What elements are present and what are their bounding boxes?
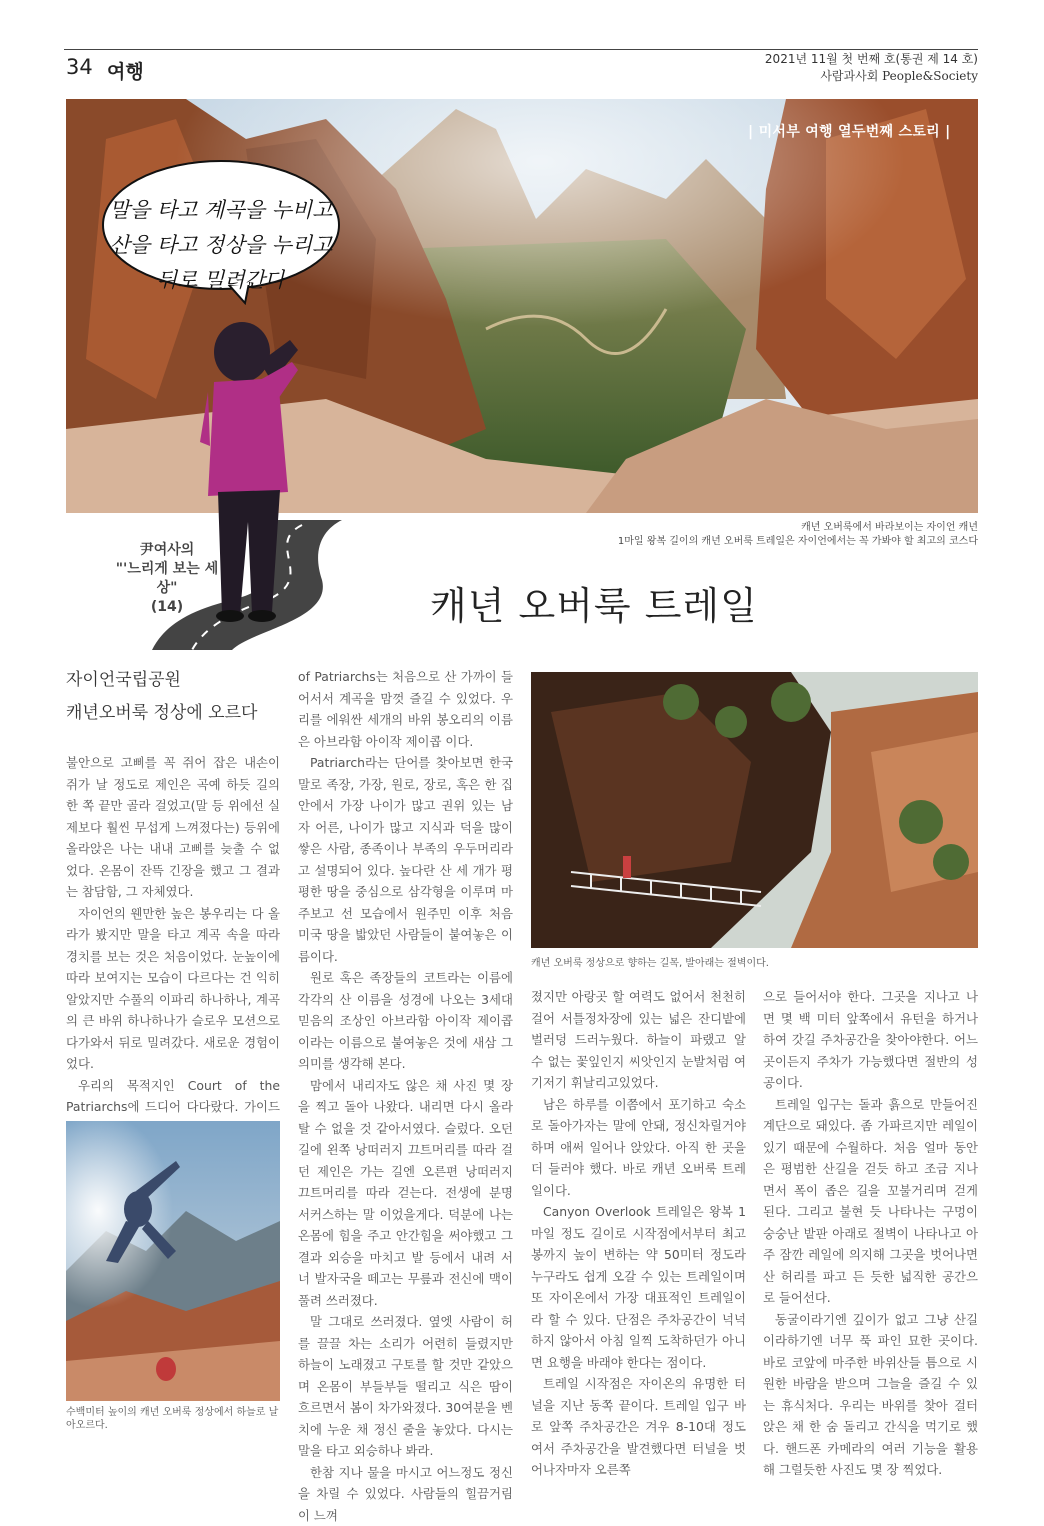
- article-subtitle: [66, 664, 257, 730]
- text-column-3: [531, 986, 746, 1481]
- text-column-1: [66, 752, 280, 1182]
- column-label-line-2: "'느리게 보는 세상": [112, 560, 222, 598]
- paragraph: 우리의 목적지인 Court of the Patriarchs에 드디어 다다랐다. 가이드: [66, 1075, 280, 1183]
- text-column-4: [763, 986, 978, 1481]
- paragraph: 원로 혹은 족장들의 코트라는 이름에 각각의 산 이름을 성경에 나오는 3세대 믿음의 조상인 아브라함 아이작 제이콥이라는 이름으로 붙여놓은 것에 새삼 그 의미를 생각해 본다.: [298, 967, 513, 1075]
- bubble-line-1: 말을 타고 계곡을 누비고: [108, 193, 334, 228]
- paragraph: Patriarch라는 단어를 찾아보면 한국말로 족장, 가장, 원로, 장로, 혹은 한 집안에서 가장 나이가 많고 권위 있는 남자 어른, 나이가 많고 지식과 덕을 많이 쌓은 사람, 종족이나 부족의 우두머리라고 설명되어 있다. 높다란 산 세 개가 평평한 땅을 중심으로 삼각형을 이루며 마주보고 선 모습에서 원주민 이후 처음 미국 땅을 밟았던 사람들이 붙여놓은 이름이다.: [298, 752, 513, 967]
- issue-info: 2021년 11월 첫 번째 호(통권 제 14 호): [765, 52, 978, 67]
- paragraph: 말 그대로 쓰러졌다. 옆엣 사람이 허를 끌끌 차는 소리가 어련히 들렸지만 하늘이 노래졌고 구토를 할 것만 같았으며 온몸이 부들부들 떨리고 식은 땀이 흐르면서 봄이 차가와졌다. 30여분을 벤치에 누운 채 정신 줄을 놓았다. 다시는 말을 타고 외승하나 봐라.: [298, 1311, 513, 1462]
- trail-caption: 캐년 오버룩 정상으로 향하는 길목, 발아래는 절벽이다.: [531, 954, 769, 969]
- subtitle-line-2: 캐년오버룩 정상에 오르다: [66, 697, 257, 730]
- paragraph: 트레일 시작점은 자이온의 유명한 터널을 지난 동쪽 끝이다. 트레일 입구 바로 앞쪽 주차공간은 겨우 8-10대 정도여서 주차공간을 발견했다면 터널을 벗어나자마자 오른쪽: [531, 1373, 746, 1481]
- publication-en: People&Society: [882, 69, 978, 83]
- text-column-2: [298, 666, 513, 1526]
- bubble-line-2: 산을 타고 정상을 누리고: [108, 228, 334, 263]
- trail-photo: [531, 672, 978, 948]
- bubble-line-3: 뒤로 밀려간다: [108, 263, 334, 298]
- jump-caption: 수백미터 높이의 캐년 오버룩 정상에서 하늘로 날아오르다.: [66, 1406, 280, 1432]
- jump-photo: [66, 1121, 280, 1401]
- paragraph: 으로 들어서야 한다. 그곳을 지나고 나면 몇 백 미터 앞쪽에서 유턴을 하거나 하여 갓길 주차공간을 찾아야한다. 어느 곳이든지 주차가 가능했다면 절반의 성공이다.: [763, 986, 978, 1094]
- speech-bubble-text: [108, 193, 334, 298]
- paragraph: Canyon Overlook 트레일은 왕복 1마일 정도 길이로 시작점에서부터 최고봉까지 높이 변하는 약 50미터 정도라 누구라도 쉽게 오갈 수 있는 트레일이며 또 자이온에서 가장 대표적인 트레일이라 할 수 있다. 단점은 주차공간이 넉넉하지 않아서 아침 일찍 도착하던가 아니면 요행을 바래야 한다는 점이다.: [531, 1201, 746, 1373]
- paragraph: 불안으로 고삐를 꼭 쥐어 잡은 내손이 쥐가 날 정도로 제인은 곡예 하듯 길의 한 쪽 끝만 골라 걸었고(말 등 위에선 실제보다 훨씬 무섭게 느껴졌다는) 등위에 올라앉은 나는 내내 고삐를 늦출 수 없었다. 온몸이 잔뜩 긴장을 했고 그 결과는 참담함, 그 자체였다.: [66, 752, 280, 903]
- paragraph: 동굴이라기엔 깊이가 없고 그냥 산길 이라하기엔 너무 푹 파인 묘한 곳이다. 바로 코앞에 마주한 바위산들 틈으로 시원한 바람을 받으며 그늘을 즐길 수 있는 휴식처다. 우리는 바위를 찾아 걸터앉은 채 한 숨 돌리고 간식을 먹기로 했다. 핸드폰 카메라의 여러 기능을 활용해 그럴듯한 사진도 몇 장 찍었다.: [763, 1309, 978, 1481]
- section-title: 여행: [107, 57, 144, 84]
- page-number: 34: [66, 55, 93, 79]
- series-label: | 미서부 여행 열두번째 스토리 |: [748, 121, 951, 141]
- publication-name: [820, 67, 978, 84]
- hero-caption-1: 캐년 오버룩에서 바라보이는 자이언 캐년: [801, 518, 978, 533]
- header-rule: [64, 49, 978, 50]
- paragraph: 맘에서 내리자도 않은 채 사진 몇 장을 찍고 돌아 나왔다. 내리면 다시 올라 탈 수 없을 것 같아서였다. 슬렀다. 오던 길에 왼쪽 낭떠러지 끄트머리를 따라 걸던 제인은 가는 길엔 오른편 낭떠러지 끄트머리를 따라 걷는다. 전생에 분명 서커스하는 말 이었을게다. 덕분에 나는 온몸에 힘을 주고 안간힘을 써야했고 그 결과 외승을 마치고 발 등에서 내려 서너 발자국을 떼고는 무릎과 전신에 맥이 풀려 쓰러졌다.: [298, 1075, 513, 1312]
- publication-ko: 사람과사회: [820, 69, 878, 83]
- column-label-line-3: (14): [112, 598, 222, 617]
- paragraph: 졌지만 아랑곳 할 여력도 없어서 천천히 걸어 서틀정차장에 있는 넓은 잔디밭에 벌러덩 드러누웠다. 하늘이 파랬고 알 수 없는 꽃잎인지 씨앗인지 눈발처럼 여기저기 휘날리고있었다.: [531, 986, 746, 1094]
- paragraph: 트레일 입구는 돌과 흙으로 만들어진 계단으로 돼있다. 좀 가파르지만 레일이 있기 때문에 수월하다. 처음 얼마 동안은 평범한 산길을 걷듯 하고 조금 지나면서 폭이 좁은 길을 꼬불거리며 걷게 된다. 그리고 불현 듯 나타나는 구멍이 숭숭난 밭판 아래로 절벽이 나타나고 아주 잠깐 레일에 의지해 그곳을 벗어나면 산 허리를 파고 든 듯한 넓직한 공간으로 들어선다.: [763, 1094, 978, 1309]
- paragraph: 남은 하루를 이쯤에서 포기하고 숙소로 돌아가자는 말에 안돼, 정신차릴거야 하며 애써 일어나 앉았다. 아직 한 곳을 더 들러야 했다. 바로 캐년 오버룩 트레일이다.: [531, 1094, 746, 1202]
- column-label-line-1: 尹여사의: [112, 541, 222, 560]
- subtitle-line-1: 자이언국립공원: [66, 664, 257, 697]
- paragraph: of Patriarchs는 처음으로 산 가까이 들어서서 계곡을 맘껏 즐길 수 있었다. 우리를 에워싼 세개의 바위 봉오리의 이름은 아브라함 아이작 제이콥 이다.: [298, 666, 513, 752]
- article-title: 캐년 오버룩 트레일: [430, 575, 758, 630]
- hero-caption-2: 1마일 왕복 길이의 캐년 오버룩 트레일은 자이언에서는 꼭 가봐야 할 최고의 코스다: [618, 532, 978, 547]
- paragraph: 한참 지나 물을 마시고 어느정도 정신을 차릴 수 있었다. 사람들의 힐끔거림이 느껴: [298, 1462, 513, 1526]
- column-label: [112, 541, 222, 617]
- paragraph: 자이언의 웬만한 높은 봉우리는 다 올라가 봤지만 말을 타고 계곡 속을 따라 경치를 보는 것은 처음이었다. 눈높이에 따라 보여지는 모습이 다르다는 건 익히 알았지만 수풀의 이파리 하나하나, 계곡의 큰 바위 하나하나가 슬로우 모션으로 다가와서 뒤로 밀려갔다. 새로운 경험이었다.: [66, 903, 280, 1075]
